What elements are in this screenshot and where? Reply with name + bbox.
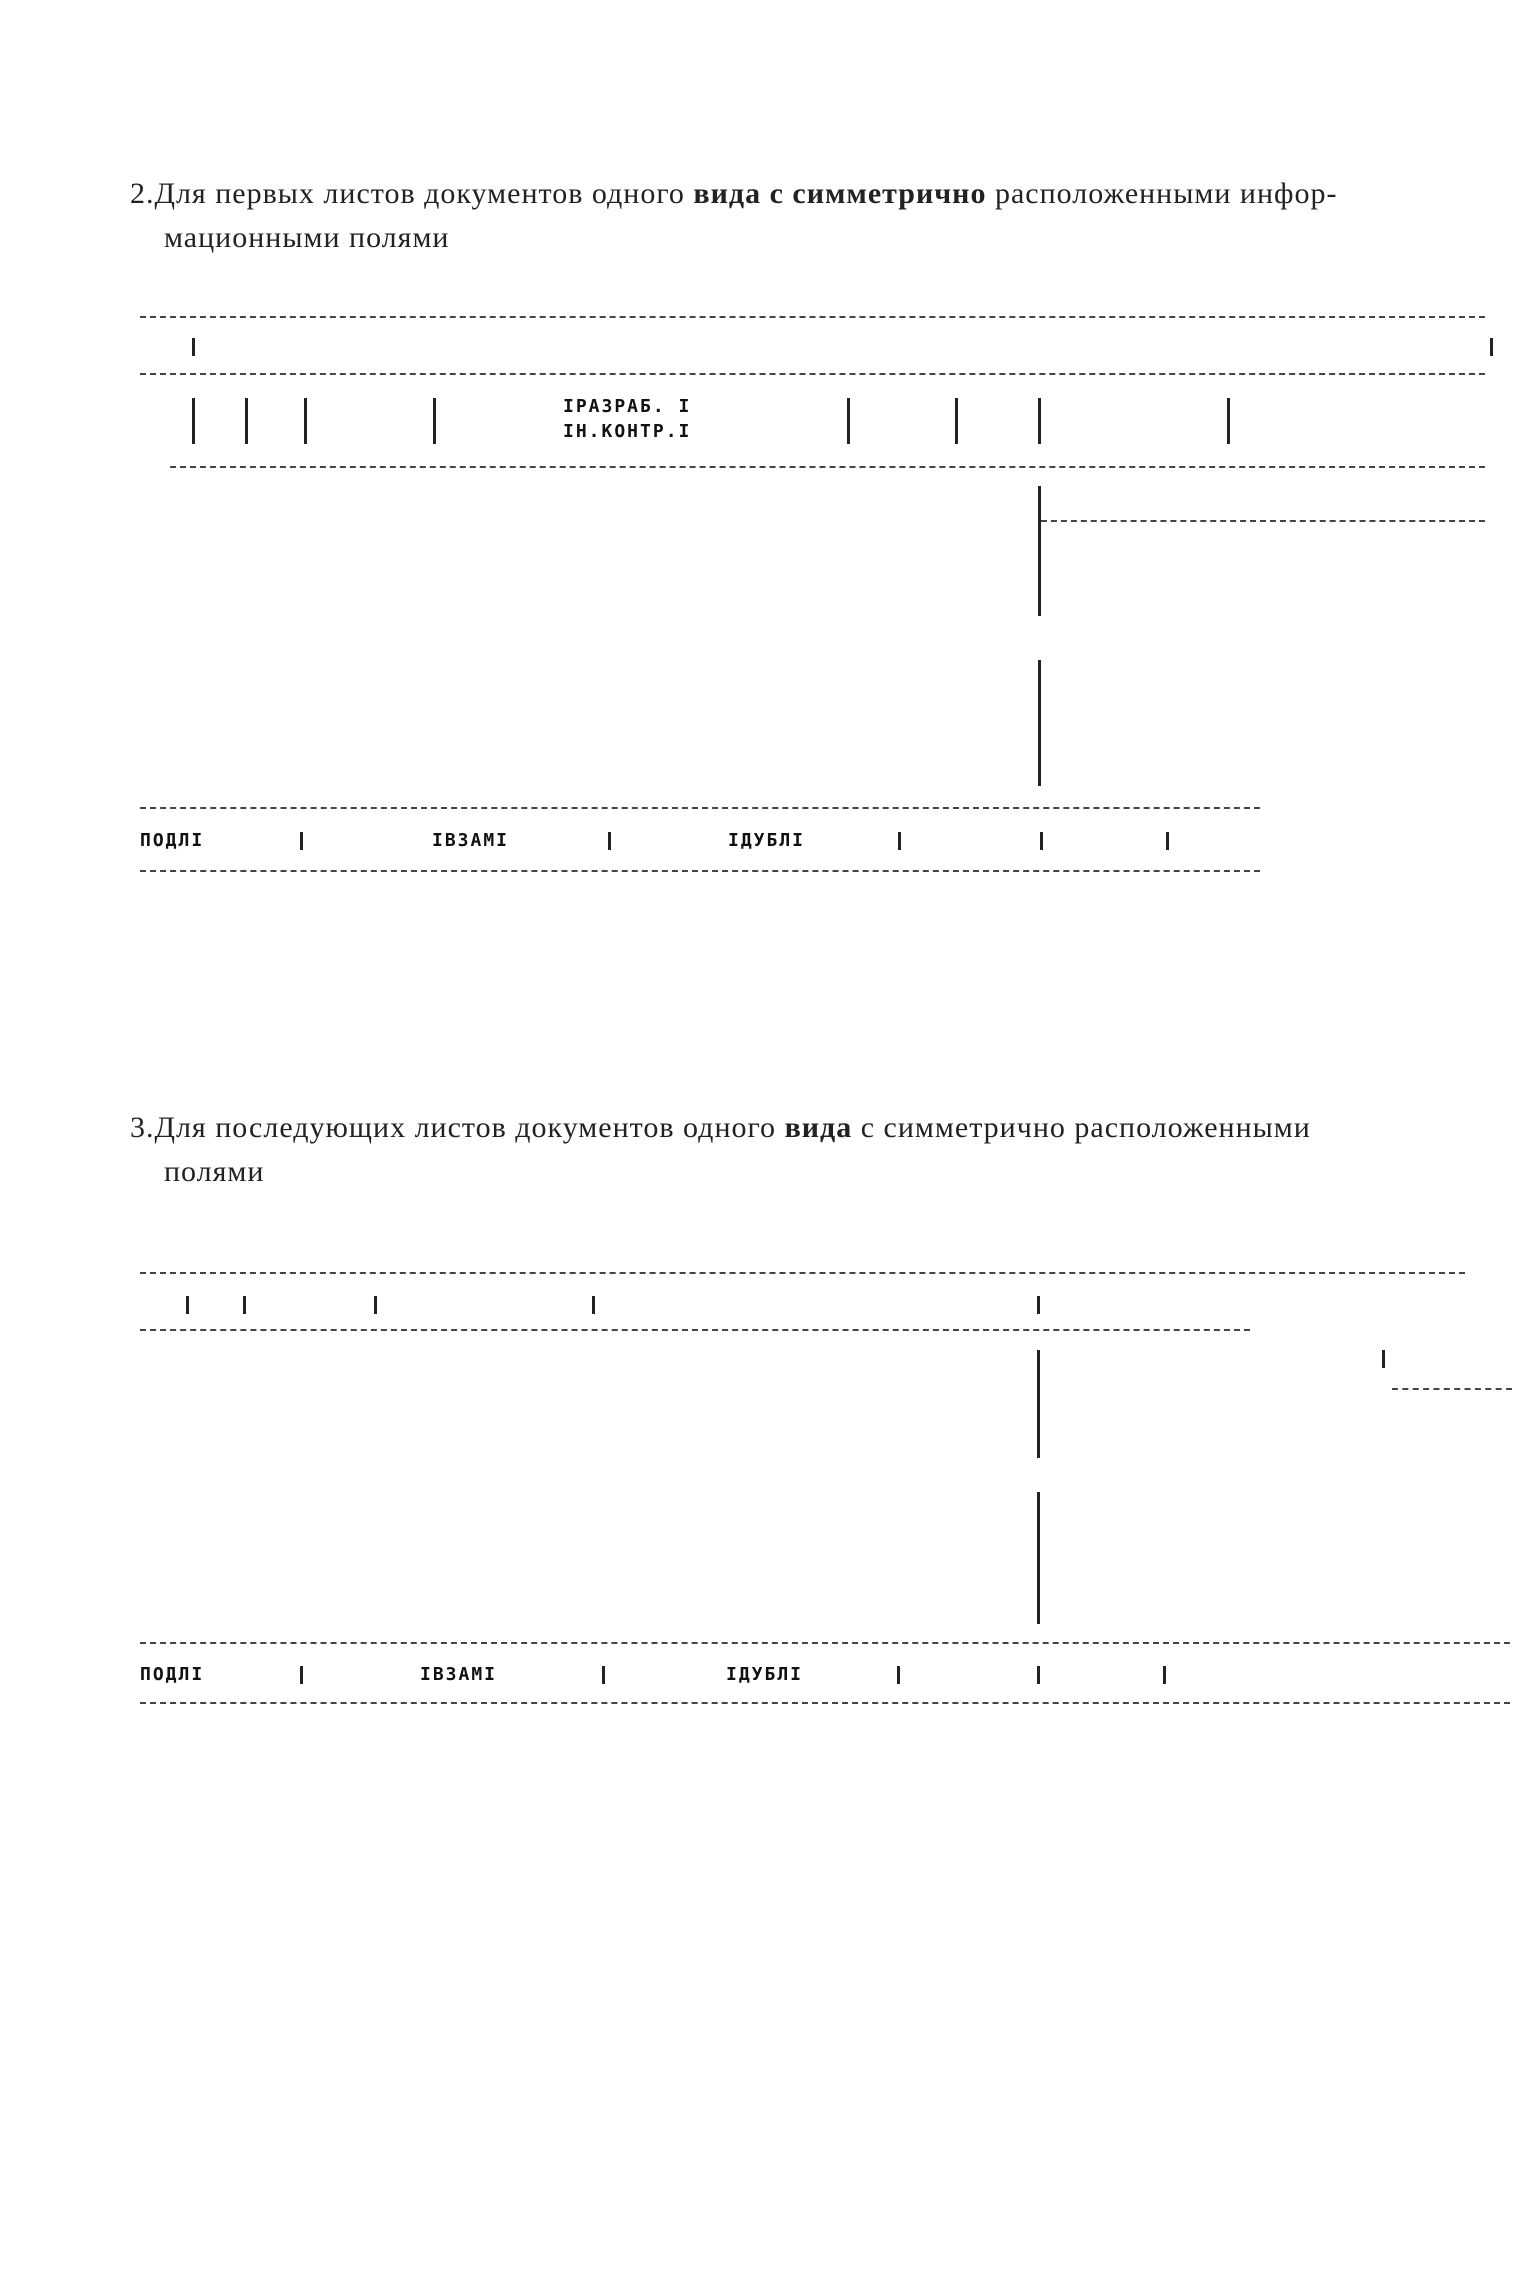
section-2-heading-continuation: мационными полями [164,221,450,254]
bar [1163,1666,1166,1684]
rule-top [140,316,1485,318]
rule [140,1642,1510,1644]
section-3-heading-bold: вида [784,1111,853,1144]
bar [300,1666,303,1684]
rule [140,1329,1250,1331]
bar [374,1296,377,1314]
section-3-heading-pre: 3.Для последующих листов документов одного [130,1111,785,1144]
rule [170,466,1485,468]
bar [1227,398,1230,444]
bar [897,1666,900,1684]
section-3-heading [130,1106,1311,1194]
section-2-heading [130,172,1337,260]
bar [1038,398,1041,444]
section-2-heading-pre: 2.Для первых листов документов одного [130,177,694,210]
bar [608,832,611,850]
bar [245,398,248,444]
bar [847,398,850,444]
bar [1382,1350,1385,1368]
bar [192,338,195,356]
rule-top [140,1272,1465,1274]
bar [1037,1350,1040,1458]
section-2-heading-post: расположенными инфор- [986,177,1338,210]
rule [140,1702,1510,1704]
label-razrab: IРАЗРАБ. I [563,396,692,417]
bar [955,398,958,444]
bar [192,398,195,444]
bar [300,832,303,850]
bar [1038,486,1041,616]
bar [592,1296,595,1314]
bar [1037,1492,1040,1624]
bar [1040,832,1043,850]
footer-podl: ПОДЛI [140,1664,205,1685]
footer-vzam: IВЗАМI [432,830,510,851]
rule [1041,520,1485,522]
rule [140,373,1485,375]
label-n-kontr: IН.КОНТР.I [563,421,692,442]
section-3-heading-continuation: полями [164,1155,265,1188]
footer-podl: ПОДЛI [140,830,205,851]
bar [1166,832,1169,850]
bar [1038,660,1041,786]
bar [602,1666,605,1684]
footer-dubl: IДУБЛI [726,1664,804,1685]
bar [898,832,901,850]
rule [1392,1388,1512,1390]
bar [186,1296,189,1314]
bar [1037,1296,1040,1314]
section-2-heading-bold: вида с симметрично [693,177,987,210]
bar [304,398,307,444]
section-3-heading-post: с симметрично расположенными [852,1111,1311,1144]
footer-dubl: IДУБЛI [728,830,806,851]
rule [140,807,1260,809]
bar [1490,338,1493,356]
rule [140,870,1260,872]
footer-vzam: IВЗАМI [420,1664,498,1685]
bar [1037,1666,1040,1684]
bar [433,398,436,444]
bar [243,1296,246,1314]
